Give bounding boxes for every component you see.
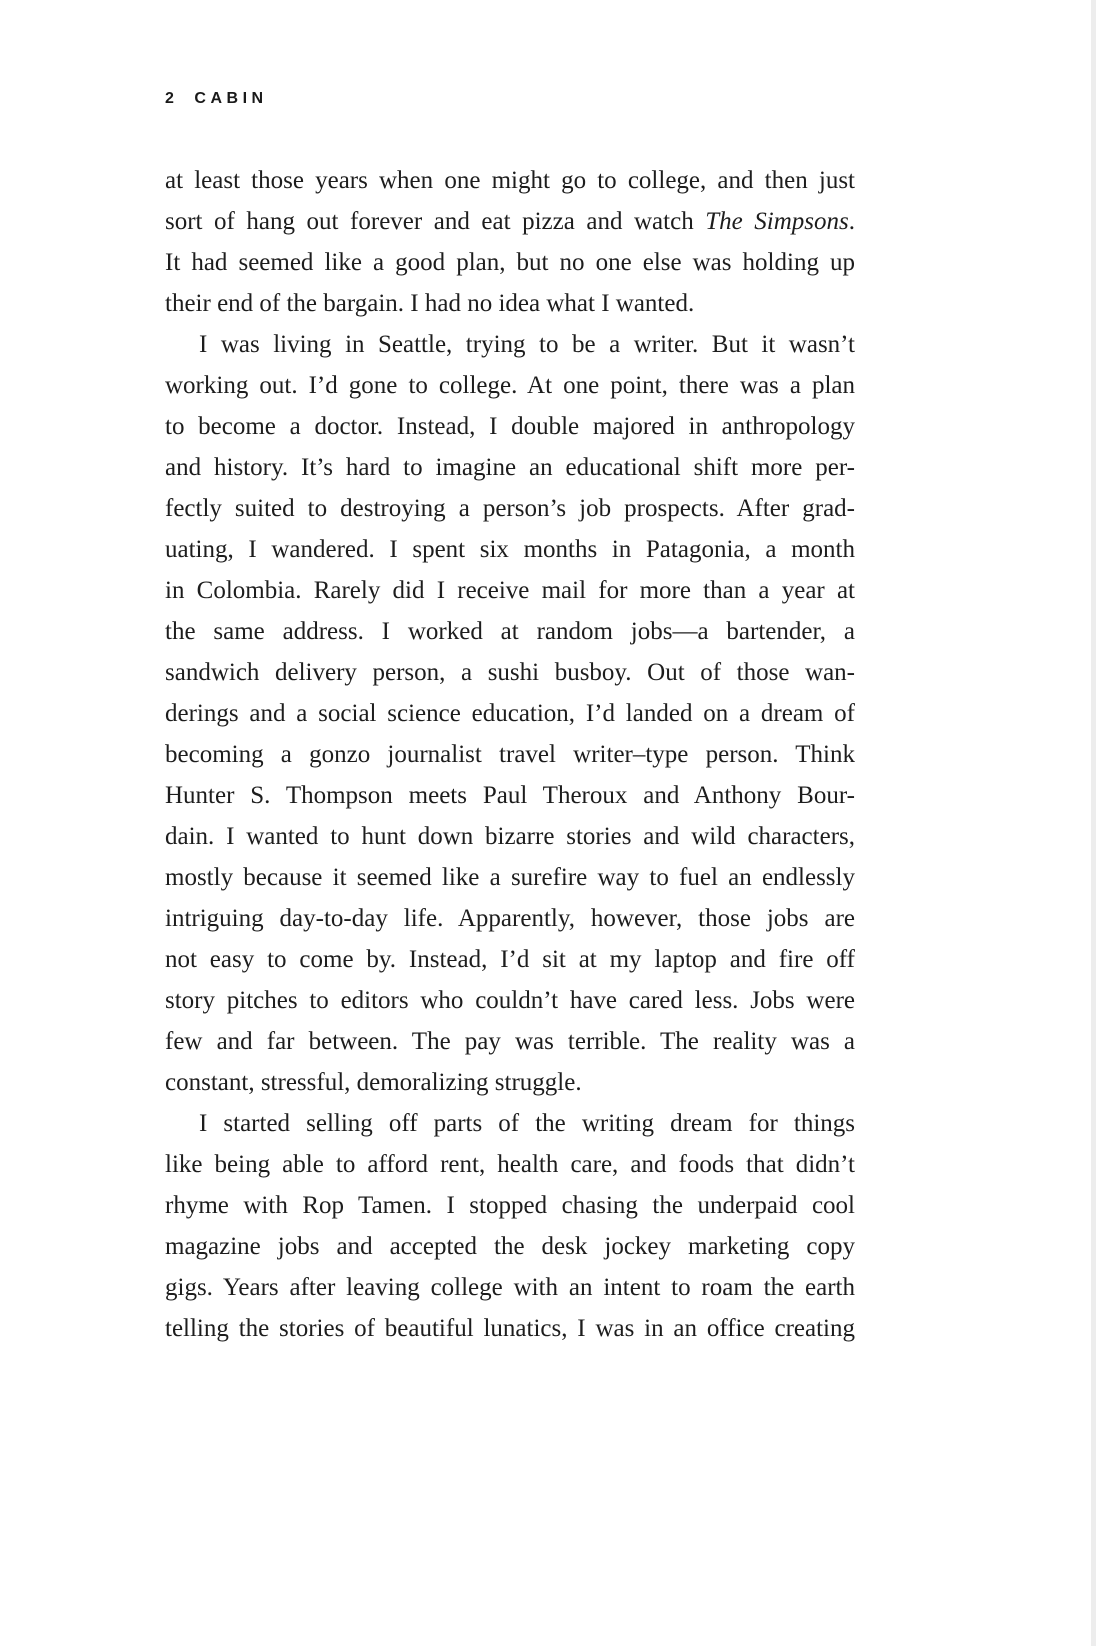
text-line: story pitches to editors who couldn’t have cared less. Jobs were (165, 987, 855, 1014)
text-line: dain. I wanted to hunt down bizarre stories and wild characters, (165, 823, 855, 850)
text-line: at least those years when one might go to college, and then just (165, 167, 855, 194)
text-line: sandwich delivery person, a sushi busboy. Out of those wan- (165, 659, 855, 686)
text-line: and history. It’s hard to imagine an educational shift more per- (165, 454, 855, 481)
running-head: CABIN (194, 90, 268, 107)
paragraph (165, 324, 855, 1103)
text-line: intriguing day-to-day life. Apparently, however, those jobs are (165, 905, 855, 932)
text-line: becoming a gonzo journalist travel writer–type person. Think (165, 741, 855, 768)
text-line: in Colombia. Rarely did I receive mail for more than a year at (165, 577, 855, 604)
text-line: constant, stressful, demoralizing struggle. (165, 1069, 582, 1096)
text-line: sort of hang out forever and eat pizza and watch The Simpsons. (165, 208, 855, 235)
text-line: to become a doctor. Instead, I double majored in anthropology (165, 413, 855, 440)
text-line: I was living in Seattle, trying to be a writer. But it wasn’t (199, 331, 855, 358)
text-line: telling the stories of beautiful lunatics, I was in an office creating (165, 1315, 855, 1342)
paragraph (165, 160, 855, 324)
page-edge (1091, 0, 1096, 1646)
text-line: the same address. I worked at random jobs—a bartender, a (165, 618, 855, 645)
text-line: uating, I wandered. I spent six months in Patagonia, a month (165, 536, 855, 563)
text-line: working out. I’d gone to college. At one point, there was a plan (165, 372, 855, 399)
text-line: gigs. Years after leaving college with an intent to roam the earth (165, 1274, 855, 1301)
paragraph (165, 1103, 855, 1349)
text-line: Hunter S. Thompson meets Paul Theroux and Anthony Bour- (165, 782, 855, 809)
text-line: rhyme with Rop Tamen. I stopped chasing the underpaid cool (165, 1192, 855, 1219)
page-header (165, 90, 268, 108)
body-text (165, 160, 855, 1349)
text-line: not easy to come by. Instead, I’d sit at my laptop and fire off (165, 946, 855, 973)
text-line: fectly suited to destroying a person’s job prospects. After grad- (165, 495, 855, 522)
page-number: 2 (165, 90, 179, 107)
text-line: derings and a social science education, I’d landed on a dream of (165, 700, 855, 727)
text-line: It had seemed like a good plan, but no one else was holding up (165, 249, 855, 276)
text-line: magazine jobs and accepted the desk jockey marketing copy (165, 1233, 855, 1260)
text-line: few and far between. The pay was terrible. The reality was a (165, 1028, 855, 1055)
text-line: like being able to afford rent, health care, and foods that didn’t (165, 1151, 855, 1178)
text-line: their end of the bargain. I had no idea what I wanted. (165, 290, 695, 317)
text-line: I started selling off parts of the writing dream for things (199, 1110, 855, 1137)
text-line: mostly because it seemed like a surefire way to fuel an endlessly (165, 864, 855, 891)
